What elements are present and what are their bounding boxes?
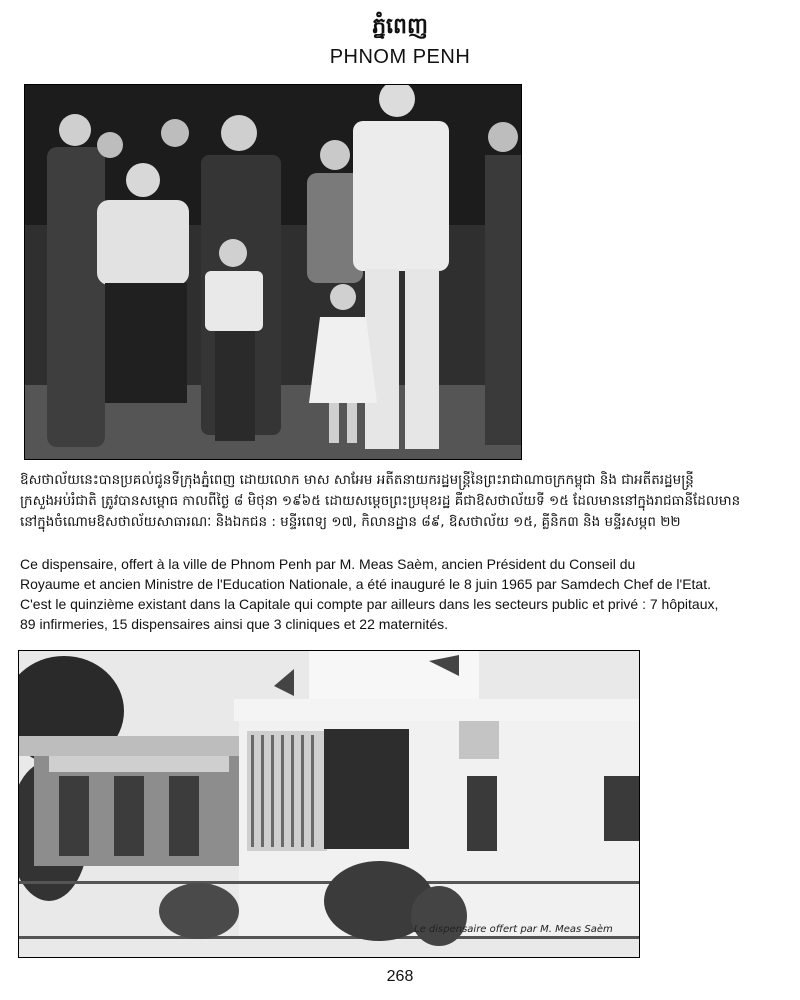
group-photo — [24, 84, 522, 460]
page-number: 268 — [386, 968, 414, 985]
caption-french — [20, 554, 790, 634]
side-building — [19, 736, 249, 866]
caption-khmer-line: ឱសថាល័យនេះបានប្រគល់ជូនទីក្រុងភ្នំពេញ ដោយលោក មាស សាអែម អតីតនាយករដ្ឋមន្ត្រីនៃព្រះរាជាណាចក្រកម្ពុជា និង ជាអតីតរដ្ឋមន្ត្រី — [20, 472, 694, 488]
caption-khmer-line: ក្រសួងអប់រំជាតិ ត្រូវបានសម្ពោធ កាលពីថ្ងៃ ៨ មិថុនា ១៩៦៥ ដោយសម្តេចព្រះប្រមុខរដ្ឋ គឺជាឱសថាល័យទី ១៥ ដែលមាននៅក្នុងរាជធានីដែលមាន — [20, 493, 741, 509]
caption-french-line: 89 infirmeries, 15 dispensaires ainsi que 3 cliniques et 22 maternités. — [20, 616, 449, 632]
caption-khmer-line: នៅក្នុងចំណោមឱសថាល័យសាធារណៈ និងឯកជន : មន្ទីរពេទ្យ ១៧, កិលានដ្ឋាន ៨៩, ឱសថាល័យ ១៥, គ្លីនិក៣ និង មន្ទីរសម្ភព ២២ — [20, 514, 681, 530]
dispensary-photo — [18, 650, 640, 958]
group-photo-illustration — [25, 85, 521, 459]
dispensary-handwritten-caption: Le dispensaire offert par M. Meas Saèm — [414, 924, 613, 935]
page-title-french: PHNOM PENH — [329, 46, 471, 68]
page-title-khmer: ភ្នំពេញ — [372, 14, 428, 39]
caption-french-line: Ce dispensaire, offert à la ville de Phnom Penh par M. Meas Saèm, ancien Président du Conseil du — [20, 556, 636, 572]
person-left-suit — [47, 114, 105, 447]
caption-khmer — [20, 470, 790, 533]
dispensary-photo-illustration — [19, 651, 639, 957]
caption-french-line: Royaume et ancien Ministre de l'Education Nationale, a été inauguré le 8 juin 1965 par Samdech Chef de l'Etat. — [20, 576, 711, 592]
caption-french-line: C'est le quinzième existant dans la Capitale qui compte par ailleurs dans les secteurs public et privé : 7 hôpitaux, — [20, 596, 719, 612]
